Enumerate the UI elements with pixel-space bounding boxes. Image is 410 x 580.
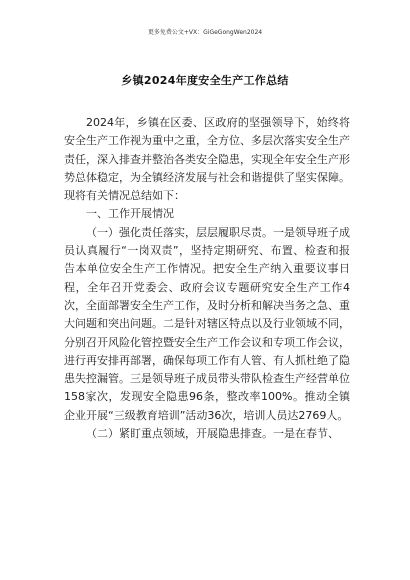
document-body [64,114,350,443]
item-paragraph-1: （一）强化责任落实，层层履职尽责。一是领导班子成员认真履行“一岗双责”，坚持定期研究、布置、检查和报告本单位安全生产工作情况。把安全生产纳入重要议事日程，全年召开党委会、政府会议专题研究安全生产工作4次，全面部署安全生产工作，及时分析和解决当务之急、重大问题和突出问题。二是针对辖区特点以及行业领域不同，分别召开风险化管控暨安全生产工作会议和专项工作会议，进行再安排再部署，确保每项工作有人管、有人抓杜绝了隐患失控漏管。三是领导班子成员带头带队检查生产经营单位158家次，发现安全隐患96条，整改率100%。推动全镇企业开展“三级教育培训”活动36次，培训人员达2769人。 [64,225,350,422]
section-heading: 一、工作开展情况 [86,207,174,221]
item-paragraph-2: （二）紧盯重点领域，开展隐患排查。一是在春节、 [86,427,339,441]
document-title: 乡镇2024年度安全生产工作总结 [121,74,289,87]
page-header-note: 更多免费公文+VX：GiGeGongWen2024 [147,29,263,36]
intro-paragraph: 2024年，乡镇在区委、区政府的坚强领导下，始终将安全生产工作视为重中之重，全方位、多层次落实安全生产责任，深入排查并整治各类安全隐患，实现全年安全生产形势总体稳定，为全镇经济发展与社会和谐提供了坚实保障。现将有关情况总结如下： [64,116,350,203]
